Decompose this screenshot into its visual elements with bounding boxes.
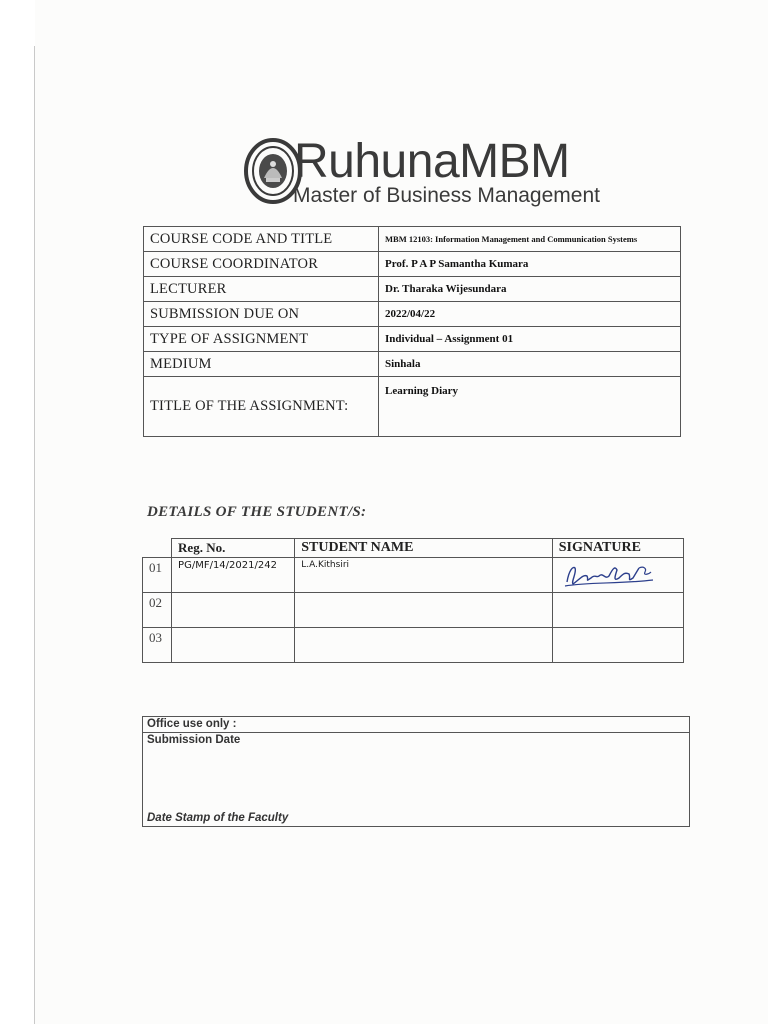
table-row (144, 352, 681, 377)
student-name-cell (295, 628, 552, 663)
lecturer-label: LECTURER (144, 277, 379, 302)
table-row (144, 302, 681, 327)
submission-date-label: Submission Date (147, 734, 241, 746)
course-code-label: COURSE CODE AND TITLE (144, 227, 379, 252)
empty-header-cell (143, 539, 172, 558)
table-row (143, 628, 684, 663)
logo-subtitle: Master of Business Management (293, 184, 600, 207)
reg-no-cell: PG/MF/14/2021/242 (172, 558, 295, 593)
table-row (144, 227, 681, 252)
student-name-header: STUDENT NAME (295, 539, 552, 558)
table-row (144, 327, 681, 352)
students-heading: DETAILS OF THE STUDENT/S: (147, 504, 367, 520)
office-use-header: Office use only : (143, 717, 689, 733)
medium-value: Sinhala (379, 352, 681, 377)
ruhuna-mbm-logo (244, 136, 604, 212)
students-table (142, 538, 684, 663)
reg-no-header: Reg. No. (172, 539, 295, 558)
assignment-type-label: TYPE OF ASSIGNMENT (144, 327, 379, 352)
signature-cell (552, 558, 683, 593)
student-name-cell (295, 593, 552, 628)
course-code-value: MBM 12103: Information Management and Communication Systems (379, 227, 681, 252)
row-number: 03 (143, 628, 172, 663)
coordinator-label: COURSE COORDINATOR (144, 252, 379, 277)
assignment-type-value: Individual – Assignment 01 (379, 327, 681, 352)
table-row (143, 558, 684, 593)
medium-label: MEDIUM (144, 352, 379, 377)
office-use-box (142, 716, 690, 827)
table-header-row (143, 539, 684, 558)
date-stamp-label: Date Stamp of the Faculty (147, 812, 289, 824)
row-number: 01 (143, 558, 172, 593)
course-details-table (143, 226, 681, 437)
table-row (144, 252, 681, 277)
lecturer-value: Dr. Tharaka Wijesundara (379, 277, 681, 302)
table-row (144, 277, 681, 302)
student-name-cell: L.A.Kithsiri (295, 558, 552, 593)
due-date-value: 2022/04/22 (379, 302, 681, 327)
table-row (143, 593, 684, 628)
signature-header: SIGNATURE (552, 539, 683, 558)
signature-cell (552, 593, 683, 628)
signature-cell (552, 628, 683, 663)
assignment-title-value: Learning Diary (379, 377, 681, 437)
coordinator-value: Prof. P A P Samantha Kumara (379, 252, 681, 277)
reg-no-cell (172, 593, 295, 628)
table-row (144, 377, 681, 437)
due-date-label: SUBMISSION DUE ON (144, 302, 379, 327)
handwritten-signature-icon (559, 560, 659, 590)
assignment-title-label: TITLE OF THE ASSIGNMENT: (144, 377, 379, 437)
logo-title: RuhunaMBM (294, 135, 570, 188)
reg-no-cell (172, 628, 295, 663)
row-number: 02 (143, 593, 172, 628)
